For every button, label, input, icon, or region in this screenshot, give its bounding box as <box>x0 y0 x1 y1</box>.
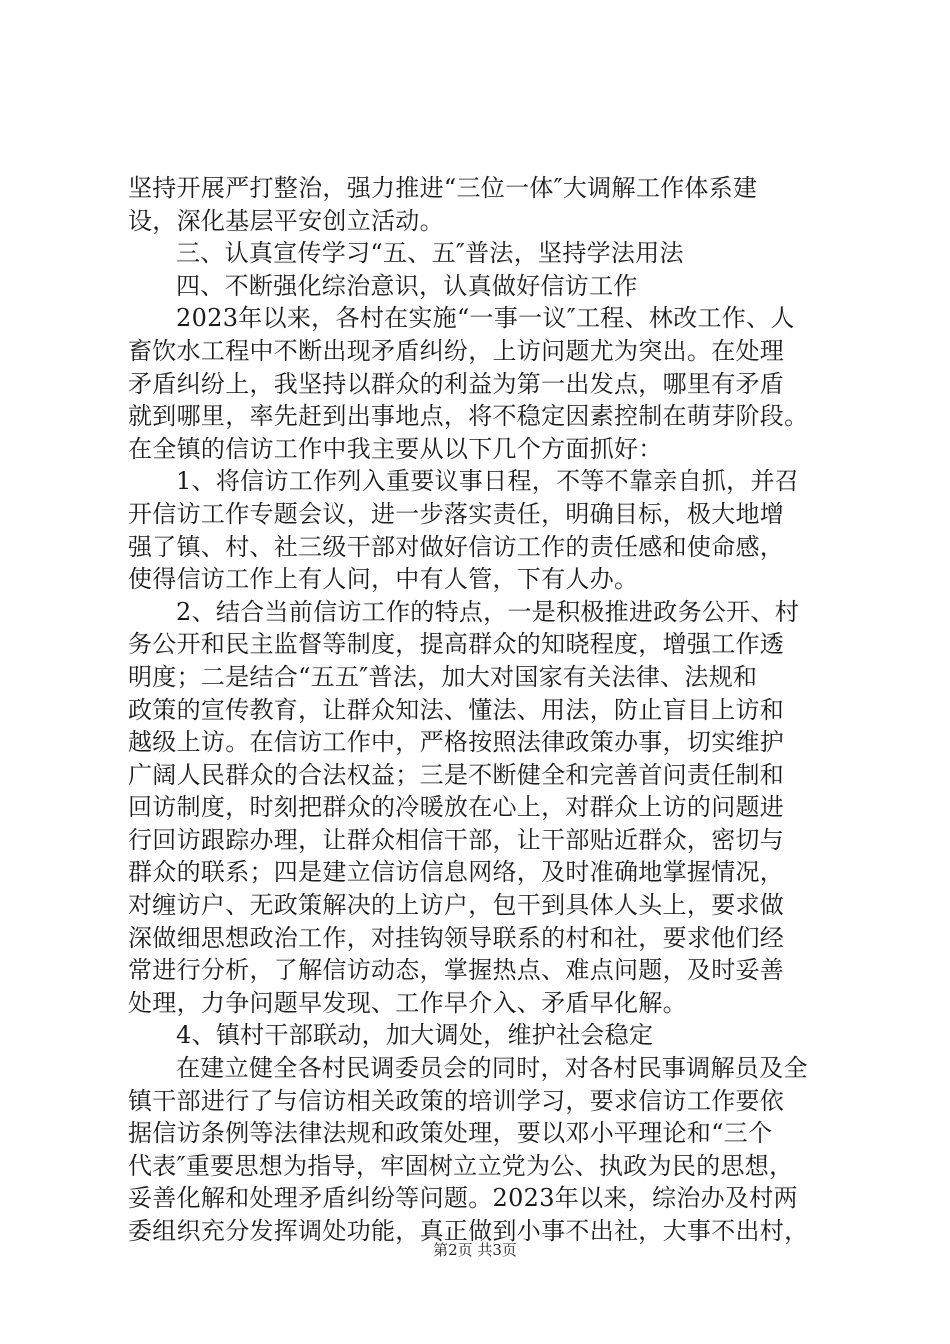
text-line: 对缠访户、无政策解决的上访户，包干到具体人头上，要求做 <box>128 891 785 920</box>
text-line: 镇干部进行了与信访相关政策的培训学习，要求信访工作要依 <box>128 1086 785 1115</box>
text-line: 代表″重要思想为指导，牢固树立立党为公、执政为民的思想， <box>128 1151 794 1180</box>
text-line: 畜饮水工程中不断出现矛盾纠纷，上访问题尤为突出。在处理 <box>128 336 785 365</box>
text-line: 开信访工作专题会议，进一步落实责任，明确目标，极大地增 <box>128 499 785 528</box>
text-line: 妥善化解和处理矛盾纠纷等问题。2023年以来，综治办及村两 <box>128 1184 798 1213</box>
text-line: 务公开和民主监督等制度，提高群众的知晓程度，增强工作透 <box>128 630 785 659</box>
text-line: 矛盾纠纷上，我坚持以群众的利益为第一出发点，哪里有矛盾 <box>128 369 785 398</box>
paragraph-start: 2023年以来，各村在实施“一事一议″工程、林改工作、人 <box>176 304 795 333</box>
section-heading: 三、认真宣传学习“五、五″普法，坚持学法用法 <box>176 239 684 268</box>
paragraph-start: 2、结合当前信访工作的特点，一是积极推进政务公开、村 <box>176 597 800 626</box>
text-line: 广阔人民群众的合法权益；三是不断健全和完善首问责任制和 <box>128 760 785 789</box>
page-number-footer: 第2页 共3页 <box>433 1241 517 1259</box>
text-line: 设，深化基层平安创立活动。 <box>128 206 444 235</box>
text-line: 政策的宣传教育，让群众知法、懂法、用法，防止盲目上访和 <box>128 695 785 724</box>
text-line: 常进行分析，了解信访动态，掌握热点、难点问题，及时妥善 <box>128 956 785 985</box>
document-body <box>128 172 838 1248</box>
text-line: 群众的联系；四是建立信访信息网络，及时准确地掌握情况， <box>128 858 785 887</box>
text-line: 回访制度，时刻把群众的冷暖放在心上，对群众上访的问题进 <box>128 793 785 822</box>
paragraph-start: 1、将信访工作列入重要议事日程，不等不靠亲自抓，并召 <box>176 467 800 496</box>
text-line: 强了镇、村、社三级干部对做好信访工作的责任感和使命感， <box>128 532 785 561</box>
text-line: 越级上访。在信访工作中，严格按照法律政策办事，切实维护 <box>128 728 785 757</box>
text-line: 就到哪里，率先赶到出事地点，将不稳定因素控制在萌芽阶段。 <box>128 402 809 431</box>
text-line: 据信访条例等法律法规和政策处理，要以邓小平理论和“三个 <box>128 1119 773 1148</box>
text-line: 行回访跟踪办理，让群众相信干部，让干部贴近群众，密切与 <box>128 825 785 854</box>
text-line: 处理，力争问题早发现、工作早介入、矛盾早化解。 <box>128 988 687 1017</box>
text-line: 使得信访工作上有人问，中有人管，下有人办。 <box>128 565 639 594</box>
section-heading: 4、镇村干部联动，加大调处，维护社会稳定 <box>176 1021 654 1050</box>
text-line: 坚持开展严打整治，强力推进“三位一体″大调解工作体系建 <box>128 174 758 202</box>
section-heading: 四、不断强化综治意识，认真做好信访工作 <box>176 271 638 300</box>
text-line: 明度；二是结合“五五″普法，加大对国家有关法律、法规和 <box>128 662 758 691</box>
text-line: 委组织充分发挥调处功能，真正做到小事不出社，大事不出村， <box>128 1217 809 1245</box>
paragraph-start: 在建立健全各村民调委员会的同时，对各村民事调解员及全 <box>176 1054 808 1083</box>
text-line: 在全镇的信访工作中我主要从以下几个方面抓好： <box>128 434 663 463</box>
text-line: 深做细思想政治工作，对挂钩领导联系的村和社，要求他们经 <box>128 923 785 952</box>
